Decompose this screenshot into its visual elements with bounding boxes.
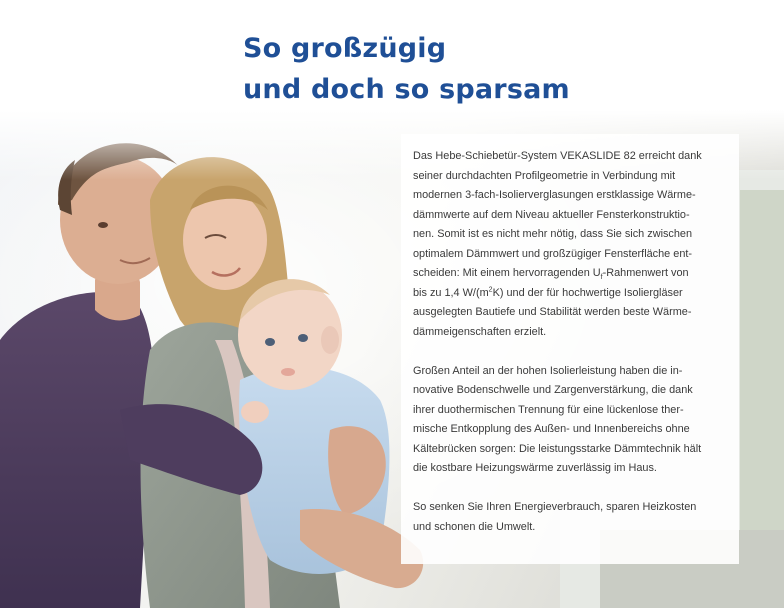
paragraph-3 bbox=[413, 498, 733, 537]
text-line: Kältebrücken sorgen: Die leistungsstarke Dämmtechnik hält bbox=[413, 442, 702, 455]
text-line: ihrer duothermischen Trennung für eine lückenlose ther- bbox=[413, 403, 684, 416]
text-line: nen. Somit ist es nicht mehr nötig, dass Sie sich zwischen bbox=[413, 228, 693, 240]
text-panel bbox=[401, 134, 739, 564]
text-line: die kostbare Heizungswärme zuverlässig im Haus. bbox=[413, 462, 657, 474]
headline-line-1: So großzügig bbox=[243, 33, 447, 64]
text-fragment: bis zu 1,4 W/(m bbox=[413, 286, 489, 299]
text-line: optimalem Dämmwert und großzügiger Fensterfläche ent- bbox=[413, 247, 693, 260]
page-headline bbox=[243, 28, 570, 110]
text-line: So senken Sie Ihren Energieverbrauch, sparen Heizkosten bbox=[413, 501, 697, 513]
text-line: modernen 3-fach-Isolierverglasungen erstklassige Wärme- bbox=[413, 189, 696, 201]
paragraph-2 bbox=[413, 362, 733, 479]
text-line bbox=[413, 284, 733, 304]
paragraph-1 bbox=[413, 147, 733, 342]
headline-line-2: und doch so sparsam bbox=[243, 74, 570, 105]
text-fragment: scheiden: Mit einem hervorragenden U bbox=[413, 267, 601, 279]
text-line: Das Hebe-Schiebetür-System VEKASLIDE 82 erreicht dank bbox=[413, 150, 702, 162]
subscript-f: f bbox=[600, 274, 603, 282]
text-fragment: K) und der für hochwertige Isoliergläser bbox=[492, 286, 683, 299]
text-fragment: -Rahmenwert von bbox=[602, 267, 689, 279]
text-line: dämmeigenschaften erzielt. bbox=[413, 325, 547, 338]
text-line: dämmwerte auf dem Niveau aktueller Fensterkonstruktio- bbox=[413, 208, 690, 221]
body-text bbox=[413, 147, 733, 557]
text-line: seiner durchdachten Profilgeometrie in Verbindung mit bbox=[413, 169, 676, 182]
text-line: ausgelegten Bautiefe und Stabilität werden beste Wärme- bbox=[413, 306, 692, 318]
text-line bbox=[413, 264, 733, 284]
superscript-2: 2 bbox=[488, 285, 493, 293]
text-line: und schonen die Umwelt. bbox=[413, 520, 536, 533]
text-line: Großen Anteil an der hohen Isolierleistung haben die in- bbox=[413, 364, 683, 377]
text-line: novative Bodenschwelle und Zargenverstärkung, die dank bbox=[413, 384, 693, 396]
text-line: mische Entkopplung des Außen- und Innenbereichs ohne bbox=[413, 423, 690, 435]
